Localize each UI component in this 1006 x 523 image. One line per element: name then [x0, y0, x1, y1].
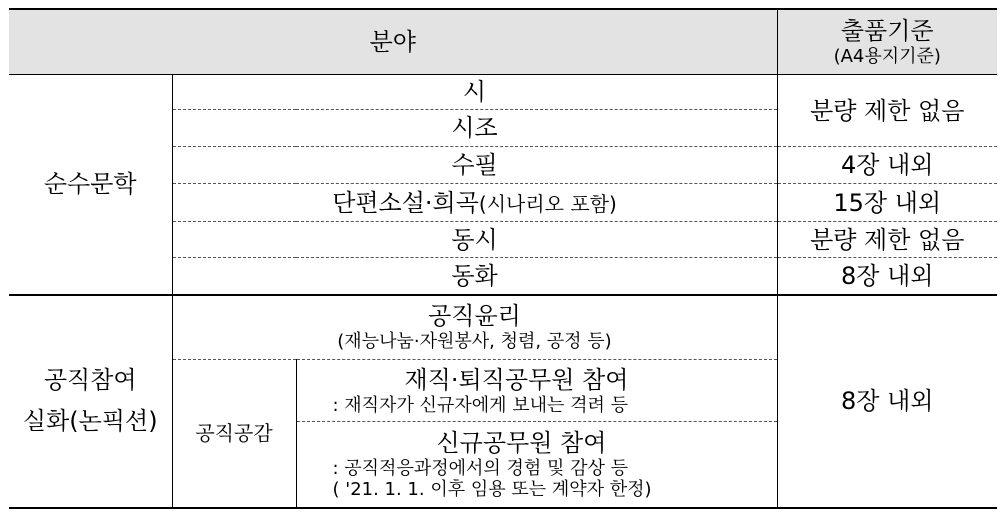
category-civil-line2: 실화(논픽션): [22, 407, 158, 435]
table-header-row: [9, 9, 997, 75]
header-criteria-subtitle: (A4용지기준): [833, 46, 941, 68]
rule-children-poem: 분량 제한 없음: [777, 222, 997, 258]
civil-ethics: [172, 295, 777, 360]
genre-poem: 시: [172, 75, 777, 110]
genre-short-story-title: 단편소설·희곡: [332, 188, 479, 217]
civil-new: [296, 422, 777, 508]
submission-criteria-table: [9, 8, 997, 509]
category-civil-line1: 공직참여: [43, 366, 137, 395]
civil-ethics-title: 공직윤리: [428, 302, 521, 331]
rule-short-story: 15장 내외: [777, 184, 997, 222]
civil-new-title: 신규공무원 참여: [436, 428, 607, 457]
genre-sijo: 시조: [172, 110, 777, 147]
category-literature: 순수문학: [9, 75, 172, 295]
genre-short-story: [172, 184, 777, 222]
rule-civil: 8장 내외: [777, 295, 997, 508]
genre-essay: 수필: [172, 147, 777, 184]
header-field: 분야: [9, 9, 777, 75]
rule-fairy-tale: 8장 내외: [777, 258, 997, 295]
civil-new-note1: : 공직적응과정에서의 경험 및 감상 등: [332, 457, 628, 479]
rule-essay: 4장 내외: [777, 147, 997, 184]
table-row: [9, 295, 997, 360]
category-civil: [9, 295, 172, 508]
genre-fairy-tale: 동화: [172, 258, 777, 295]
header-criteria-title: 출품기준: [840, 17, 934, 46]
civil-ethics-note: (재능나눔·자원봉사, 청렴, 공정 등): [337, 331, 612, 353]
genre-children-poem: 동시: [172, 222, 777, 258]
table-row: [9, 75, 997, 110]
civil-current-note: : 재직자가 신규자에게 보내는 격려 등: [332, 394, 628, 416]
civil-current: [296, 360, 777, 422]
genre-short-story-note: (시나리오 포함): [478, 191, 617, 216]
rule-poem: 분량 제한 없음: [777, 75, 997, 147]
header-criteria: [777, 9, 997, 75]
civil-empathy: 공직공감: [172, 360, 296, 508]
civil-current-title: 재직·퇴직공무원 참여: [404, 365, 629, 394]
civil-new-note2: ( '21. 1. 1. 이후 임용 또는 계약자 한정): [332, 479, 652, 501]
